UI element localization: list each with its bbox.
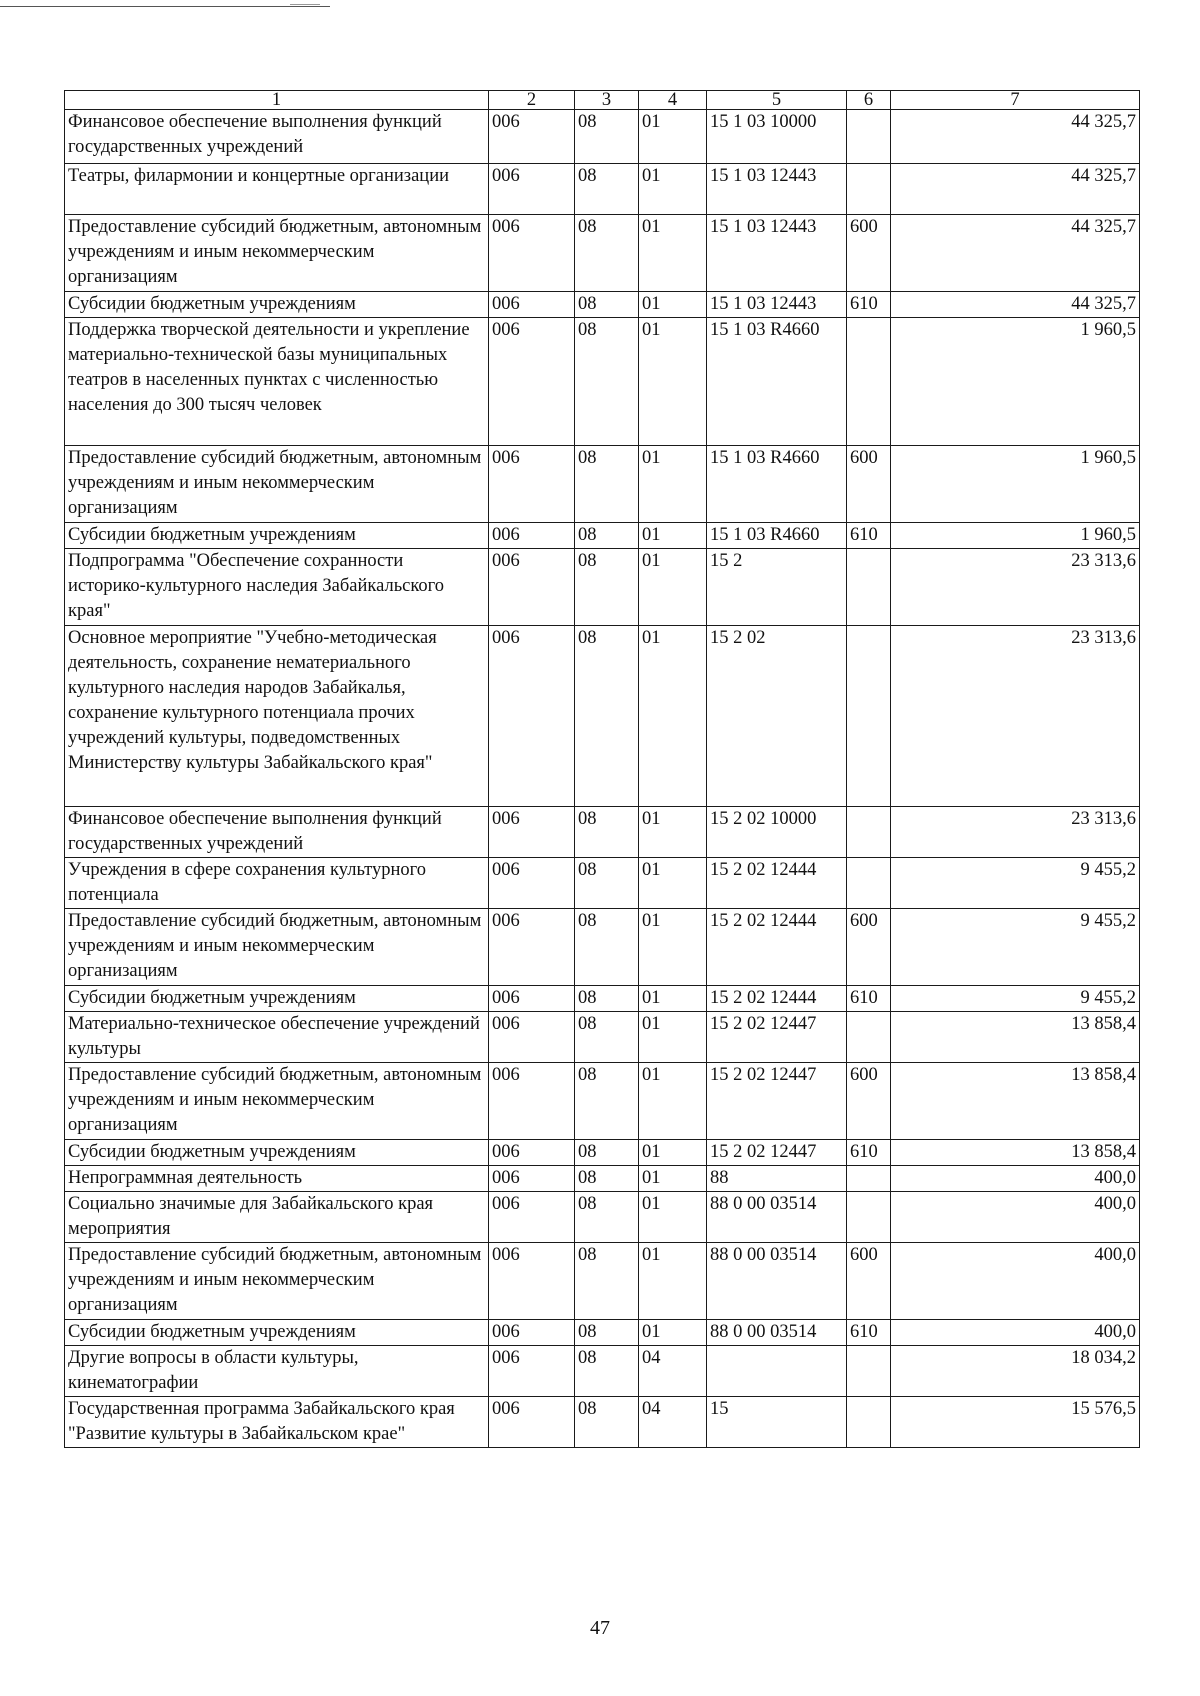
row-sum: 400,0 bbox=[891, 1320, 1140, 1346]
row-ved: 006 bbox=[489, 626, 575, 807]
row-rz: 08 bbox=[575, 110, 639, 164]
row-ved: 006 bbox=[489, 164, 575, 215]
row-ved: 006 bbox=[489, 986, 575, 1012]
row-csr bbox=[707, 1346, 847, 1397]
row-name: Социально значимые для Забайкальского края мероприятия bbox=[65, 1192, 489, 1243]
row-csr: 15 bbox=[707, 1397, 847, 1448]
row-pr: 01 bbox=[639, 164, 707, 215]
row-sum: 13 858,4 bbox=[891, 1140, 1140, 1166]
row-name: Предоставление субсидий бюджетным, автономным учреждениям и иным некоммерческим организациям bbox=[65, 1243, 489, 1320]
top-edge-mark bbox=[290, 4, 320, 5]
row-vr: 610 bbox=[847, 523, 891, 549]
row-name: Основное мероприятие "Учебно-методическая деятельность, сохранение нематериального культурного наследия народов Забайкалья, сохранение культурного потенциала прочих учреждений культуры, подведомственных Министерству культуры Забайкальского края" bbox=[65, 626, 489, 807]
row-csr: 15 2 02 12447 bbox=[707, 1012, 847, 1063]
table-row bbox=[65, 1166, 1140, 1192]
row-pr: 01 bbox=[639, 292, 707, 318]
row-pr: 01 bbox=[639, 110, 707, 164]
row-vr bbox=[847, 1012, 891, 1063]
row-rz: 08 bbox=[575, 1192, 639, 1243]
row-csr: 88 0 00 03514 bbox=[707, 1192, 847, 1243]
row-rz: 08 bbox=[575, 215, 639, 292]
row-csr: 15 1 03 12443 bbox=[707, 292, 847, 318]
row-ved: 006 bbox=[489, 318, 575, 446]
row-csr: 15 1 03 10000 bbox=[707, 110, 847, 164]
row-vr bbox=[847, 549, 891, 626]
row-sum: 23 313,6 bbox=[891, 807, 1140, 858]
row-sum: 1 960,5 bbox=[891, 318, 1140, 446]
row-pr: 01 bbox=[639, 1140, 707, 1166]
table-row bbox=[65, 626, 1140, 807]
row-name: Субсидии бюджетным учреждениям bbox=[65, 1320, 489, 1346]
row-vr: 610 bbox=[847, 1320, 891, 1346]
row-ved: 006 bbox=[489, 1346, 575, 1397]
row-ved: 006 bbox=[489, 523, 575, 549]
row-name: Материально-техническое обеспечение учреждений культуры bbox=[65, 1012, 489, 1063]
table-header-row bbox=[65, 91, 1140, 110]
header-col-2: 2 bbox=[489, 91, 575, 110]
table-row bbox=[65, 807, 1140, 858]
row-vr: 600 bbox=[847, 909, 891, 986]
row-vr bbox=[847, 1166, 891, 1192]
row-name: Субсидии бюджетным учреждениям bbox=[65, 1140, 489, 1166]
row-csr: 88 bbox=[707, 1166, 847, 1192]
row-rz: 08 bbox=[575, 1320, 639, 1346]
row-sum: 44 325,7 bbox=[891, 110, 1140, 164]
row-vr bbox=[847, 318, 891, 446]
row-name: Субсидии бюджетным учреждениям bbox=[65, 523, 489, 549]
table-row bbox=[65, 549, 1140, 626]
row-ved: 006 bbox=[489, 1063, 575, 1140]
row-rz: 08 bbox=[575, 1243, 639, 1320]
row-vr: 600 bbox=[847, 446, 891, 523]
row-ved: 006 bbox=[489, 1397, 575, 1448]
table-row bbox=[65, 1243, 1140, 1320]
row-name: Другие вопросы в области культуры, кинематографии bbox=[65, 1346, 489, 1397]
page-number: 47 bbox=[590, 1617, 610, 1639]
row-csr: 15 2 02 bbox=[707, 626, 847, 807]
row-rz: 08 bbox=[575, 523, 639, 549]
table-row bbox=[65, 446, 1140, 523]
row-pr: 04 bbox=[639, 1346, 707, 1397]
table-row bbox=[65, 1140, 1140, 1166]
row-ved: 006 bbox=[489, 1243, 575, 1320]
row-rz: 08 bbox=[575, 1063, 639, 1140]
table-row bbox=[65, 164, 1140, 215]
row-vr: 610 bbox=[847, 1140, 891, 1166]
row-sum: 13 858,4 bbox=[891, 1012, 1140, 1063]
row-csr: 15 2 02 12444 bbox=[707, 858, 847, 909]
top-edge-line bbox=[0, 6, 330, 7]
row-csr: 15 1 03 R4660 bbox=[707, 523, 847, 549]
row-rz: 08 bbox=[575, 318, 639, 446]
row-csr: 15 2 bbox=[707, 549, 847, 626]
row-rz: 08 bbox=[575, 909, 639, 986]
row-rz: 08 bbox=[575, 1397, 639, 1448]
row-ved: 006 bbox=[489, 1166, 575, 1192]
row-name: Предоставление субсидий бюджетным, автономным учреждениям и иным некоммерческим организациям bbox=[65, 446, 489, 523]
row-sum: 44 325,7 bbox=[891, 215, 1140, 292]
table-row bbox=[65, 909, 1140, 986]
table-row bbox=[65, 292, 1140, 318]
row-rz: 08 bbox=[575, 1166, 639, 1192]
row-csr: 15 2 02 12444 bbox=[707, 986, 847, 1012]
row-rz: 08 bbox=[575, 986, 639, 1012]
budget-table bbox=[64, 90, 1140, 1448]
header-col-1: 1 bbox=[65, 91, 489, 110]
row-pr: 01 bbox=[639, 1320, 707, 1346]
table-row bbox=[65, 986, 1140, 1012]
row-ved: 006 bbox=[489, 909, 575, 986]
row-ved: 006 bbox=[489, 858, 575, 909]
table-row bbox=[65, 858, 1140, 909]
row-pr: 01 bbox=[639, 909, 707, 986]
row-name: Субсидии бюджетным учреждениям bbox=[65, 292, 489, 318]
row-rz: 08 bbox=[575, 1012, 639, 1063]
row-sum: 23 313,6 bbox=[891, 549, 1140, 626]
table-row bbox=[65, 1346, 1140, 1397]
row-vr bbox=[847, 1192, 891, 1243]
row-vr: 600 bbox=[847, 1063, 891, 1140]
row-name: Предоставление субсидий бюджетным, автономным учреждениям и иным некоммерческим организациям bbox=[65, 909, 489, 986]
row-rz: 08 bbox=[575, 164, 639, 215]
row-pr: 04 bbox=[639, 1397, 707, 1448]
row-pr: 01 bbox=[639, 1012, 707, 1063]
row-csr: 15 1 03 R4660 bbox=[707, 318, 847, 446]
row-rz: 08 bbox=[575, 626, 639, 807]
row-pr: 01 bbox=[639, 858, 707, 909]
header-col-6: 6 bbox=[847, 91, 891, 110]
row-ved: 006 bbox=[489, 292, 575, 318]
row-pr: 01 bbox=[639, 807, 707, 858]
row-vr: 610 bbox=[847, 292, 891, 318]
row-sum: 13 858,4 bbox=[891, 1063, 1140, 1140]
row-sum: 44 325,7 bbox=[891, 164, 1140, 215]
row-ved: 006 bbox=[489, 215, 575, 292]
row-pr: 01 bbox=[639, 1063, 707, 1140]
row-sum: 400,0 bbox=[891, 1166, 1140, 1192]
row-ved: 006 bbox=[489, 446, 575, 523]
row-sum: 15 576,5 bbox=[891, 1397, 1140, 1448]
row-ved: 006 bbox=[489, 1140, 575, 1166]
row-rz: 08 bbox=[575, 858, 639, 909]
table-row bbox=[65, 110, 1140, 164]
row-name: Театры, филармонии и концертные организации bbox=[65, 164, 489, 215]
row-sum: 9 455,2 bbox=[891, 986, 1140, 1012]
row-pr: 01 bbox=[639, 986, 707, 1012]
row-pr: 01 bbox=[639, 549, 707, 626]
row-name: Субсидии бюджетным учреждениям bbox=[65, 986, 489, 1012]
row-vr bbox=[847, 164, 891, 215]
row-sum: 1 960,5 bbox=[891, 446, 1140, 523]
table-row bbox=[65, 1192, 1140, 1243]
row-vr: 600 bbox=[847, 1243, 891, 1320]
row-vr bbox=[847, 1397, 891, 1448]
row-pr: 01 bbox=[639, 1243, 707, 1320]
row-sum: 400,0 bbox=[891, 1243, 1140, 1320]
table-row bbox=[65, 1397, 1140, 1448]
row-name: Финансовое обеспечение выполнения функций государственных учреждений bbox=[65, 807, 489, 858]
row-vr bbox=[847, 858, 891, 909]
row-csr: 15 2 02 12444 bbox=[707, 909, 847, 986]
row-ved: 006 bbox=[489, 807, 575, 858]
row-csr: 15 2 02 10000 bbox=[707, 807, 847, 858]
row-pr: 01 bbox=[639, 318, 707, 446]
row-vr bbox=[847, 110, 891, 164]
row-vr bbox=[847, 807, 891, 858]
row-vr bbox=[847, 1346, 891, 1397]
table-row bbox=[65, 523, 1140, 549]
row-rz: 08 bbox=[575, 292, 639, 318]
row-sum: 44 325,7 bbox=[891, 292, 1140, 318]
row-pr: 01 bbox=[639, 523, 707, 549]
row-csr: 88 0 00 03514 bbox=[707, 1243, 847, 1320]
row-ved: 006 bbox=[489, 549, 575, 626]
row-pr: 01 bbox=[639, 1166, 707, 1192]
row-sum: 400,0 bbox=[891, 1192, 1140, 1243]
row-vr: 610 bbox=[847, 986, 891, 1012]
row-ved: 006 bbox=[489, 1012, 575, 1063]
row-csr: 15 1 03 12443 bbox=[707, 215, 847, 292]
row-name: Государственная программа Забайкальского края "Развитие культуры в Забайкальском крае" bbox=[65, 1397, 489, 1448]
row-name: Учреждения в сфере сохранения культурного потенциала bbox=[65, 858, 489, 909]
row-ved: 006 bbox=[489, 1320, 575, 1346]
row-rz: 08 bbox=[575, 807, 639, 858]
table-row bbox=[65, 318, 1140, 446]
table-row bbox=[65, 1063, 1140, 1140]
row-sum: 18 034,2 bbox=[891, 1346, 1140, 1397]
header-col-3: 3 bbox=[575, 91, 639, 110]
row-pr: 01 bbox=[639, 215, 707, 292]
table-row bbox=[65, 215, 1140, 292]
row-rz: 08 bbox=[575, 446, 639, 523]
row-rz: 08 bbox=[575, 549, 639, 626]
row-ved: 006 bbox=[489, 1192, 575, 1243]
row-vr bbox=[847, 626, 891, 807]
row-name: Непрограммная деятельность bbox=[65, 1166, 489, 1192]
row-csr: 15 2 02 12447 bbox=[707, 1140, 847, 1166]
row-name: Поддержка творческой деятельности и укрепление материально-технической базы муниципальных театров в населенных пунктах с численностью населения до 300 тысяч человек bbox=[65, 318, 489, 446]
header-col-4: 4 bbox=[639, 91, 707, 110]
row-vr: 600 bbox=[847, 215, 891, 292]
row-rz: 08 bbox=[575, 1346, 639, 1397]
row-sum: 23 313,6 bbox=[891, 626, 1140, 807]
row-csr: 88 0 00 03514 bbox=[707, 1320, 847, 1346]
row-name: Предоставление субсидий бюджетным, автономным учреждениям и иным некоммерческим организациям bbox=[65, 215, 489, 292]
row-pr: 01 bbox=[639, 1192, 707, 1243]
row-csr: 15 1 03 12443 bbox=[707, 164, 847, 215]
row-pr: 01 bbox=[639, 626, 707, 807]
header-col-7: 7 bbox=[891, 91, 1140, 110]
row-ved: 006 bbox=[489, 110, 575, 164]
row-name: Подпрограмма "Обеспечение сохранности историко-культурного наследия Забайкальского края" bbox=[65, 549, 489, 626]
row-csr: 15 1 03 R4660 bbox=[707, 446, 847, 523]
row-pr: 01 bbox=[639, 446, 707, 523]
row-sum: 9 455,2 bbox=[891, 909, 1140, 986]
row-sum: 1 960,5 bbox=[891, 523, 1140, 549]
row-rz: 08 bbox=[575, 1140, 639, 1166]
table-row bbox=[65, 1012, 1140, 1063]
row-sum: 9 455,2 bbox=[891, 858, 1140, 909]
row-csr: 15 2 02 12447 bbox=[707, 1063, 847, 1140]
row-name: Финансовое обеспечение выполнения функций государственных учреждений bbox=[65, 110, 489, 164]
row-name: Предоставление субсидий бюджетным, автономным учреждениям и иным некоммерческим организациям bbox=[65, 1063, 489, 1140]
header-col-5: 5 bbox=[707, 91, 847, 110]
table-row bbox=[65, 1320, 1140, 1346]
